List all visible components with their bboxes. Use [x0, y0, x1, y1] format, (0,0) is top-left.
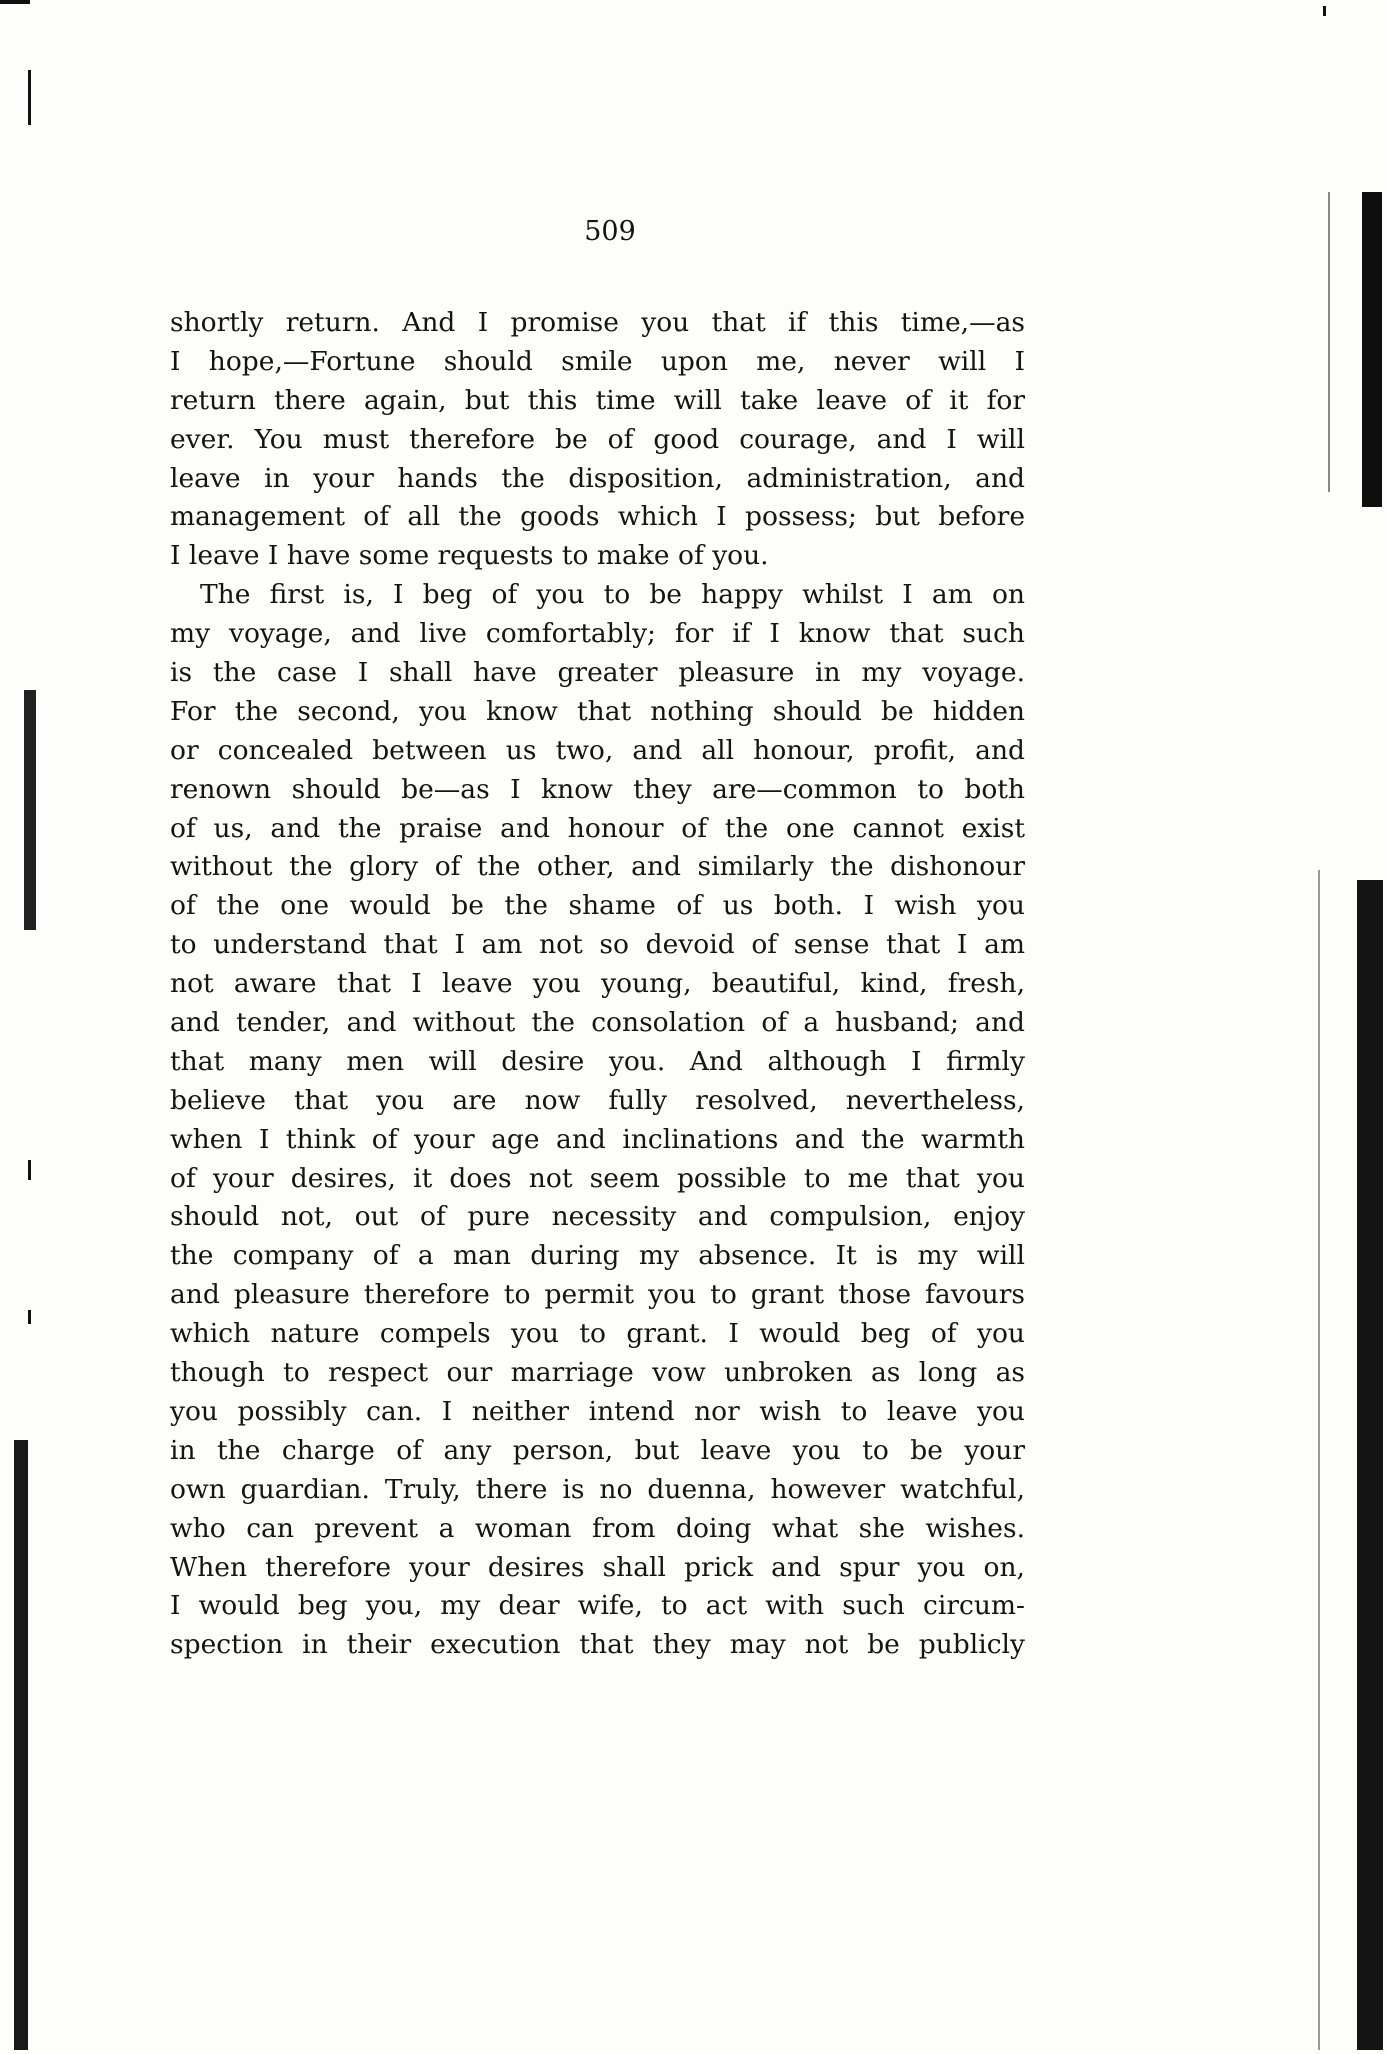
text-line: that many men will desire you. And although I firmly	[170, 1045, 1025, 1077]
text-line: the company of a man during my absence. It is my will	[170, 1240, 1025, 1272]
text-line: my voyage, and live comfortably; for if I know that such	[170, 618, 1025, 650]
text-line: own guardian. Truly, there is no duenna, however watchful,	[170, 1473, 1025, 1505]
text-line: or concealed between us two, and all honour, profit, and	[170, 734, 1025, 766]
text-line: of us, and the praise and honour of the one cannot exist	[170, 812, 1025, 844]
text-line: I leave I have some requests to make of you.	[170, 540, 769, 572]
page-text	[170, 213, 1025, 1665]
text-line: you possibly can. I neither intend nor wish to leave you	[170, 1395, 1025, 1427]
text-line: shortly return. And I promise you that if this time,—as	[170, 307, 1025, 338]
text-line: of your desires, it does not seem possible to me that you	[170, 1162, 1025, 1194]
text-line: and pleasure therefore to permit you to grant those favours	[170, 1279, 1025, 1311]
text-line: When therefore your desires shall prick and spur you on,	[170, 1551, 1025, 1583]
text-line: in the charge of any person, but leave you to be your	[170, 1434, 1025, 1466]
scan-edge-mark	[0, 0, 30, 4]
text-line: For the second, you know that nothing should be hidden	[170, 695, 1025, 727]
scan-edge-mark	[28, 70, 31, 125]
text-line: return there again, but this time will take leave of it for	[170, 384, 1025, 416]
text-line: not aware that I leave you young, beautiful, kind, fresh,	[170, 968, 1025, 1000]
text-line: without the glory of the other, and similarly the dishonour	[170, 851, 1025, 883]
scan-edge-mark	[1362, 192, 1382, 507]
text-line: which nature compels you to grant. I would beg of you	[170, 1318, 1025, 1350]
scan-edge-mark	[24, 690, 36, 930]
page-number: 509	[584, 216, 636, 247]
paragraph	[170, 304, 1025, 576]
paragraph	[170, 576, 1025, 1665]
scan-edge-mark	[1357, 880, 1383, 2050]
text-line: spection in their execution that they may not be publicly	[170, 1629, 1025, 1661]
text-line: The first is, I beg of you to be happy whilst I am on	[200, 579, 1025, 611]
text-line: should not, out of pure necessity and compulsion, enjoy	[170, 1201, 1025, 1233]
scan-edge-mark	[1323, 6, 1326, 16]
text-line: who can prevent a woman from doing what she wishes.	[170, 1512, 1025, 1544]
text-line: renown should be—as I know they are—common to both	[170, 773, 1025, 805]
text-line: though to respect our marriage vow unbroken as long as	[170, 1357, 1025, 1389]
text-line: to understand that I am not so devoid of sense that I am	[170, 929, 1025, 961]
text-line: is the case I shall have greater pleasure in my voyage.	[170, 657, 1025, 689]
body-text	[170, 304, 1025, 1665]
text-line: leave in your hands the disposition, administration, and	[170, 462, 1025, 494]
text-line: ever. You must therefore be of good courage, and I will	[170, 423, 1025, 455]
scan-edge-mark	[14, 1440, 28, 2050]
text-line: when I think of your age and inclinations and the warmth	[170, 1123, 1025, 1155]
scan-edge-mark	[28, 1310, 31, 1324]
text-line: I hope,—Fortune should smile upon me, never will I	[170, 345, 1025, 377]
text-line: management of all the goods which I possess; but before	[170, 501, 1025, 533]
text-line: believe that you are now fully resolved, nevertheless,	[170, 1084, 1025, 1116]
text-line: of the one would be the shame of us both. I wish you	[170, 890, 1025, 922]
text-line: I would beg you, my dear wife, to act with such circum-	[170, 1590, 1025, 1622]
scan-edge-mark	[1318, 870, 1320, 2050]
scan-edge-mark	[1328, 192, 1330, 492]
scan-edge-mark	[28, 1160, 31, 1180]
text-line: and tender, and without the consolation of a husband; and	[170, 1007, 1025, 1039]
